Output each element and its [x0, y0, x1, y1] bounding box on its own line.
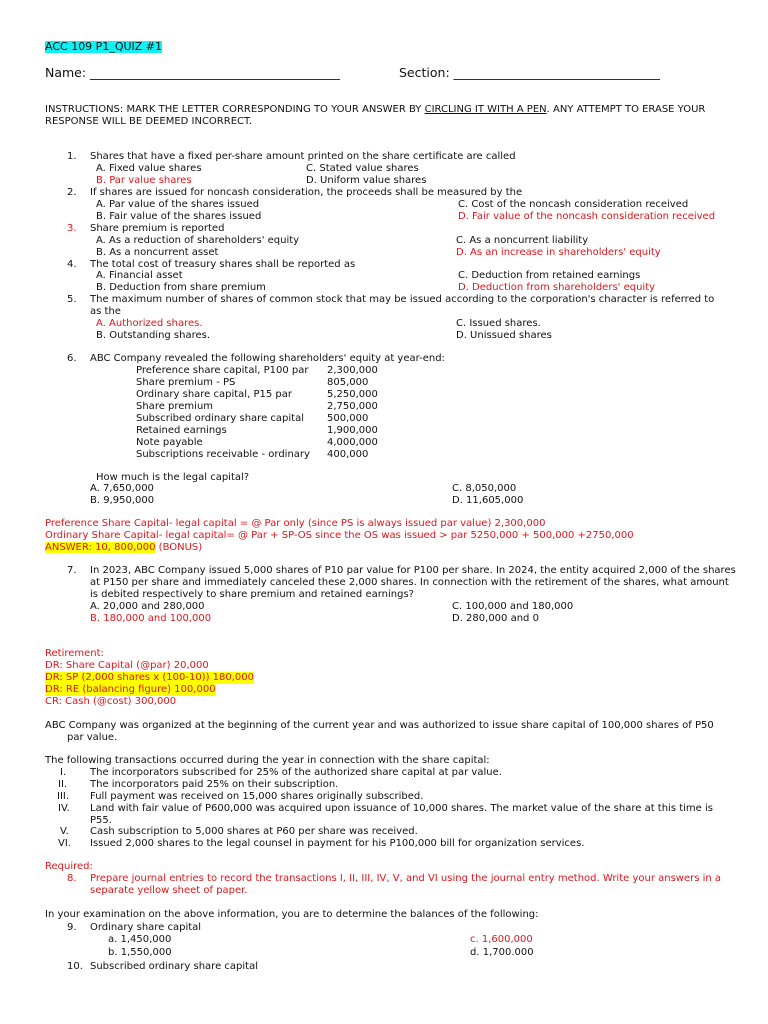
q4-number: 4. — [67, 259, 77, 270]
equity-row-value: 2,300,000 — [327, 365, 378, 376]
q5-text: The maximum number of shares of common stock that may be issued according to the corporation's character is referred to — [90, 294, 715, 305]
transaction-number: III. — [57, 791, 70, 802]
equity-row-value: 805,000 — [327, 377, 369, 388]
equity-row-value: 5,250,000 — [327, 389, 378, 400]
q2-option-c: C. Cost of the noncash consideration received — [458, 199, 689, 210]
q7-line-2: at P150 per share and immediately canceled these 2,000 shares. In connection with the retirement of the shares, what amount — [90, 577, 729, 588]
q9-option-d: d. 1,700.000 — [470, 947, 534, 958]
q4-option-d: D. Deduction from shareholders' equity — [458, 282, 656, 293]
q9-option-c: c. 1,600,000 — [470, 934, 533, 945]
q2-option-b: B. Fair value of the shares issued — [96, 211, 262, 222]
instructions-line-2: RESPONSE WILL BE DEEMED INCORRECT. — [45, 116, 253, 127]
q5-option-d: D. Unissued shares — [456, 330, 552, 341]
q10-number: 10. — [67, 961, 83, 972]
retirement-line-2: DR: SP (2,000 shares x (100-10)) 180,000 — [45, 672, 255, 683]
q3-number: 3. — [67, 223, 77, 234]
q6-option-a: A. 7,650,000 — [90, 483, 154, 494]
q9-text: Ordinary share capital — [90, 922, 202, 933]
q8-line-1: Prepare journal entries to record the transactions I, II, III, IV, V, and VI using the journal entry method. Write your answers in a — [90, 873, 722, 884]
transaction-text: Cash subscription to 5,000 shares at P60 per share was received. — [90, 826, 418, 837]
q7-line-3: is debited respectively to share premium and retained earnings? — [90, 589, 414, 600]
equity-row-label: Share premium — [136, 401, 214, 412]
q6-text: ABC Company revealed the following shareholders' equity at year-end: — [90, 353, 445, 364]
transaction-text: Land with fair value of P600,000 was acquired upon issuance of 10,000 shares. The market value of the share at this time is — [90, 803, 713, 814]
q6-answer-line — [45, 542, 202, 554]
q6-note-2: Ordinary Share Capital- legal capital= @ Par + SP-OS since the OS was issued > par 5250,000 + 500,000 +2750,000 — [45, 530, 634, 541]
transaction-number: I. — [60, 767, 67, 778]
problem-paragraph-2: The following transactions occurred during the year in connection with the share capital: — [45, 755, 490, 766]
q4-option-a: A. Financial asset — [96, 270, 183, 281]
exam-text: In your examination on the above information, you are to determine the balances of the following: — [45, 909, 539, 920]
q6-question: How much is the legal capital? — [96, 472, 250, 483]
q1-text: Shares that have a fixed per-share amount printed on the share certificate are called — [90, 151, 516, 162]
equity-row-label: Share premium - PS — [136, 377, 236, 388]
q1-option-a: A. Fixed value shares — [96, 163, 202, 174]
q7-option-b: B. 180,000 and 100,000 — [90, 613, 212, 624]
q6-option-b: B. 9,950,000 — [90, 495, 155, 506]
q8-line-2: separate yellow sheet of paper. — [90, 885, 248, 896]
transaction-text: The incorporators paid 25% on their subscription. — [90, 779, 339, 790]
retirement-line-1: DR: Share Capital (@par) 20,000 — [45, 660, 209, 671]
equity-row-label: Subscriptions receivable - ordinary — [136, 449, 310, 460]
q7-number: 7. — [67, 565, 77, 576]
equity-row-value: 1,900,000 — [327, 425, 378, 436]
q9-option-a: a. 1,450,000 — [108, 934, 172, 945]
q2-text: If shares are issued for noncash consideration, the proceeds shall be measured by the — [90, 187, 523, 198]
q10-text: Subscribed ordinary share capital — [90, 961, 258, 972]
q6-bonus: (BONUS) — [155, 542, 203, 553]
q2-option-a: A. Par value of the shares issued — [96, 199, 260, 210]
q4-option-c: C. Deduction from retained earnings — [458, 270, 641, 281]
q3-option-c: C. As a noncurrent liability — [456, 235, 589, 246]
transaction-text: The incorporators subscribed for 25% of the authorized share capital at par value. — [90, 767, 502, 778]
transaction-number: IV. — [58, 803, 70, 814]
q4-option-b: B. Deduction from share premium — [96, 282, 266, 293]
transaction-text: Issued 2,000 shares to the legal counsel in payment for his P100,000 bill for organization services. — [90, 838, 585, 849]
q7-option-d: D. 280,000 and 0 — [452, 613, 539, 624]
q7-option-c: C. 100,000 and 180,000 — [452, 601, 574, 612]
q8-number: 8. — [67, 873, 77, 884]
q1-option-d: D. Uniform value shares — [306, 175, 427, 186]
required-label: Required: — [45, 861, 93, 872]
retirement-title: Retirement: — [45, 648, 104, 659]
q3-option-d: D. As an increase in shareholders' equity — [456, 247, 661, 258]
transaction-text-continued: P55. — [90, 815, 112, 826]
transaction-number: VI. — [58, 838, 71, 849]
quiz-title: ACC 109 P1_QUIZ #1 — [45, 40, 163, 53]
name-field: Name: ________________________________________ — [45, 65, 341, 80]
equity-row-value: 4,000,000 — [327, 437, 378, 448]
retirement-line-3: DR: RE (balancing figure) 100,000 — [45, 684, 216, 695]
equity-row-value: 2,750,000 — [327, 401, 378, 412]
q2-number: 2. — [67, 187, 77, 198]
equity-row-label: Subscribed ordinary share capital — [136, 413, 304, 424]
section-field: Section: _________________________________ — [399, 65, 660, 80]
equity-row-label: Note payable — [136, 437, 203, 448]
q3-option-a: A. As a reduction of shareholders' equity — [96, 235, 300, 246]
q9-option-b: b. 1,550,000 — [108, 947, 172, 958]
q3-option-b: B. As a noncurrent asset — [96, 247, 219, 258]
q5-text-2: as the — [90, 306, 121, 317]
q5-option-b: B. Outstanding shares. — [96, 330, 211, 341]
problem-paragraph-1b: par value. — [67, 732, 118, 743]
transaction-text: Full payment was received on 15,000 shares originally subscribed. — [90, 791, 424, 802]
q6-answer: ANSWER: 10, 800,000 — [45, 542, 156, 553]
equity-row-label: Ordinary share capital, P15 par — [136, 389, 292, 400]
q1-number: 1. — [67, 151, 77, 162]
q3-text: Share premium is reported — [90, 223, 225, 234]
instructions-text: INSTRUCTIONS: MARK THE LETTER CORRESPONDING TO YOUR ANSWER BY — [45, 104, 425, 115]
q6-number: 6. — [67, 353, 77, 364]
instructions — [45, 104, 705, 116]
q7-line-1: In 2023, ABC Company issued 5,000 shares of P10 par value for P100 per share. In 2024, the entity acquired 2,000 of the shares — [90, 565, 736, 576]
q6-option-c: C. 8,050,000 — [452, 483, 517, 494]
q5-option-c: C. Issued shares. — [456, 318, 541, 329]
equity-row-value: 500,000 — [327, 413, 369, 424]
q6-note-1: Preference Share Capital- legal capital = @ Par only (since PS is always issued par value) 2,300,000 — [45, 518, 546, 529]
q2-option-d: D. Fair value of the noncash consideration received — [458, 211, 716, 222]
q5-number: 5. — [67, 294, 77, 305]
transaction-number: II. — [58, 779, 68, 790]
equity-row-label: Retained earnings — [136, 425, 227, 436]
instructions-underlined: CIRCLING IT WITH A PEN — [424, 104, 547, 115]
q4-text: The total cost of treasury shares shall be reported as — [90, 259, 356, 270]
q1-option-c: C. Stated value shares — [306, 163, 419, 174]
q7-option-a: A. 20,000 and 280,000 — [90, 601, 205, 612]
q6-option-d: D. 11,605,000 — [452, 495, 524, 506]
instructions-text-2: . ANY ATTEMPT TO ERASE YOUR — [546, 104, 706, 115]
q5-option-a: A. Authorized shares. — [96, 318, 203, 329]
q9-number: 9. — [67, 922, 77, 933]
problem-paragraph-1: ABC Company was organized at the beginning of the current year and was authorized to issue share capital of 100,000 shares of P50 — [45, 720, 714, 731]
q1-option-b: B. Par value shares — [96, 175, 192, 186]
equity-row-value: 400,000 — [327, 449, 369, 460]
retirement-line-4: CR: Cash (@cost) 300,000 — [45, 696, 177, 707]
transaction-number: V. — [60, 826, 69, 837]
equity-row-label: Preference share capital, P100 par — [136, 365, 309, 376]
